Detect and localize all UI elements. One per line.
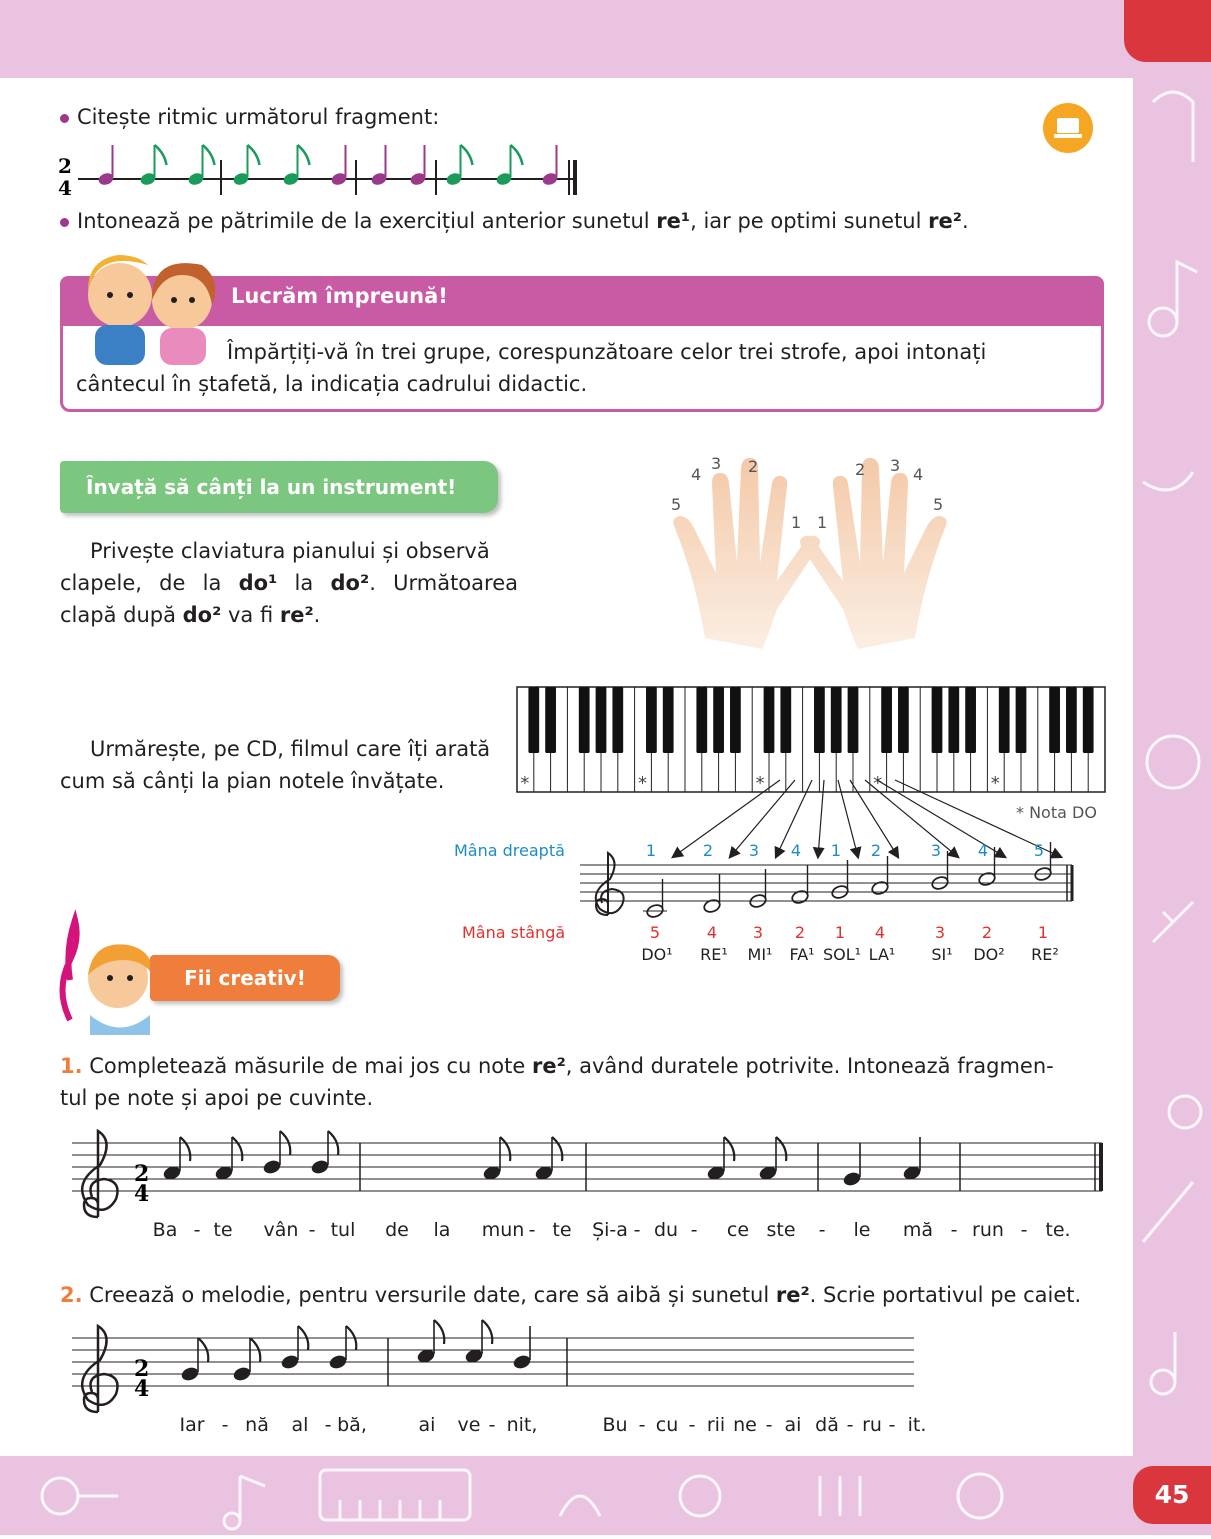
note-name: SI¹ xyxy=(931,945,953,964)
instrument-paragraph xyxy=(60,535,518,631)
lyric-syllable: ai xyxy=(784,1414,802,1436)
left-hand-icon xyxy=(673,458,820,649)
eighth-note xyxy=(232,1365,252,1382)
eighth-note xyxy=(280,1353,300,1370)
children-icon xyxy=(70,250,230,365)
lyric-syllable: Bu xyxy=(602,1414,628,1436)
lyric-syllable: mun xyxy=(481,1219,525,1241)
black-key xyxy=(932,687,943,753)
note-flag xyxy=(776,1137,786,1161)
note-flag xyxy=(500,1137,510,1161)
do-star-marker: * xyxy=(638,773,647,794)
corner-tab xyxy=(1124,0,1211,62)
lyric-syllable: rii xyxy=(706,1414,726,1436)
right-hand-finger-4: 4 xyxy=(913,465,924,484)
half-note-head xyxy=(703,898,722,914)
black-key xyxy=(1066,687,1077,753)
creative-title: Fii creativ! xyxy=(150,955,340,1001)
lyric-syllable: ru xyxy=(862,1414,882,1436)
ex1-instruction xyxy=(60,1050,1110,1114)
do-star-marker: * xyxy=(755,773,765,794)
treble-clef-icon xyxy=(82,1326,117,1412)
lyric-syllable: ce xyxy=(726,1219,750,1241)
left-hand-finger: 2 xyxy=(794,923,806,942)
instrument-p1-line2 xyxy=(60,567,518,599)
black-key xyxy=(814,687,825,753)
lyric-syllable: - xyxy=(765,1414,773,1436)
ex1-line2: tul pe note și apoi pe cuvinte. xyxy=(60,1086,374,1110)
note-name: DO¹ xyxy=(641,945,673,964)
half-note-head xyxy=(791,889,810,905)
lyric-syllable: Și-a xyxy=(592,1219,628,1241)
fingering-diagram xyxy=(440,775,1100,975)
instrument-p1-b: la xyxy=(277,571,331,595)
lyric-syllable: bă, xyxy=(337,1414,367,1436)
fingering-arrow xyxy=(730,780,795,857)
left-hand-finger-4: 4 xyxy=(691,465,702,484)
lyric-syllable: al xyxy=(291,1414,309,1436)
quarter-note xyxy=(842,1170,862,1187)
lyric-syllable: ne xyxy=(733,1414,757,1436)
do-star-marker: * xyxy=(990,773,1000,794)
lyric-syllable: - xyxy=(324,1414,332,1436)
right-hand-finger-5: 5 xyxy=(933,495,944,514)
right-hand-finger: 1 xyxy=(645,841,657,860)
lyric-syllable: nit, xyxy=(506,1414,538,1436)
lyric-syllable: - xyxy=(193,1219,201,1241)
instrument-doodles-icon xyxy=(0,1456,1133,1535)
lyric-syllable: run xyxy=(972,1219,1004,1241)
ex2-note: re² xyxy=(775,1283,810,1307)
bottom-banner xyxy=(0,1456,1211,1535)
lyric-syllable: te xyxy=(213,1219,233,1241)
black-key xyxy=(965,687,976,753)
instrument-p2-line1: Urmărește, pe CD, filmul care îți arată xyxy=(90,737,491,761)
left-hand-finger: 1 xyxy=(834,923,846,942)
note-name: MI¹ xyxy=(747,945,773,964)
treble-clef-icon xyxy=(82,1131,117,1217)
left-hand-finger-3: 3 xyxy=(711,454,722,473)
note-flag xyxy=(552,1137,562,1161)
instrument-p1-do2: do² xyxy=(330,571,370,595)
rhythm-instruction-text: Citește ritmic următorul fragment: xyxy=(77,105,440,129)
right-hand-finger: 5 xyxy=(1033,841,1045,860)
teamwork-title: Lucrăm împreună! xyxy=(231,284,448,308)
black-key xyxy=(528,687,539,753)
lyric-syllable: te. xyxy=(1045,1219,1071,1241)
instrument-p1-d: clapă după xyxy=(60,603,183,627)
fingering-arrow xyxy=(673,780,780,857)
fingering-arrow xyxy=(818,780,824,857)
eighth-note xyxy=(180,1365,200,1382)
black-key xyxy=(646,687,657,753)
lyric-syllable: ai xyxy=(418,1414,436,1436)
intonation-note2: re² xyxy=(928,209,962,233)
instrument-paragraph-2 xyxy=(60,733,500,797)
instrument-p1-line1: Privește claviatura pianului și observă xyxy=(90,539,490,563)
lyric-syllable: dă xyxy=(815,1414,839,1436)
black-key xyxy=(1083,687,1094,753)
instrument-p1-f: . xyxy=(313,603,321,627)
lyric-syllable: du xyxy=(653,1219,679,1241)
black-key xyxy=(948,687,959,753)
note-name: FA¹ xyxy=(789,945,815,964)
left-hand-finger-1: 1 xyxy=(791,513,802,532)
left-hand-finger-5: 5 xyxy=(671,495,682,514)
ex1-time-sig-top: 2 xyxy=(134,1161,150,1187)
decorative-side-strip xyxy=(1133,62,1211,1535)
intonation-instruction xyxy=(60,205,969,237)
note-flag xyxy=(248,145,260,165)
lyric-syllable: ste xyxy=(766,1219,796,1241)
note-name: RE² xyxy=(1031,945,1059,964)
note-name: LA¹ xyxy=(868,945,896,964)
hands-illustration xyxy=(665,448,955,643)
black-key xyxy=(1049,687,1060,753)
ex2-staff xyxy=(62,1320,927,1445)
teamwork-line2: cântecul în ștafetă, la indicația cadrului didactic. xyxy=(76,372,588,396)
instrument-p1-line3 xyxy=(60,599,518,631)
note-flag xyxy=(155,145,167,165)
black-key xyxy=(1016,687,1027,753)
black-key xyxy=(898,687,909,753)
black-key xyxy=(831,687,842,753)
bullet-icon xyxy=(60,218,69,227)
black-key xyxy=(612,687,623,753)
intonation-text-a: Intonează pe pătrimile de la exercițiul anterior sunetul xyxy=(77,209,657,233)
instrument-p1-do2b: do² xyxy=(182,603,222,627)
black-key xyxy=(596,687,607,753)
lyric-syllable: tul xyxy=(330,1219,356,1241)
creative-child-icon xyxy=(50,930,160,1035)
right-hand-finger-3: 3 xyxy=(890,456,901,475)
note-flag xyxy=(724,1137,734,1161)
ex1-staff xyxy=(62,1125,1110,1250)
half-note-head xyxy=(978,871,997,887)
right-hand-finger: 2 xyxy=(702,841,714,860)
lyric-syllable: - xyxy=(633,1219,641,1241)
lyric-syllable: - xyxy=(888,1414,896,1436)
do-star-marker: * xyxy=(873,773,883,794)
lyric-syllable: nă xyxy=(245,1414,269,1436)
lyric-syllable: de xyxy=(385,1219,409,1241)
half-note-head xyxy=(871,880,890,896)
note-name: SOL¹ xyxy=(822,945,862,964)
note-flag xyxy=(482,1320,492,1344)
eighth-note xyxy=(328,1353,348,1370)
lyric-syllable: te xyxy=(552,1219,572,1241)
left-hand-finger: 4 xyxy=(706,923,718,942)
time-sig-top: 2 xyxy=(58,154,72,178)
right-hand-finger: 3 xyxy=(930,841,942,860)
note-flag xyxy=(232,1137,242,1161)
right-hand-finger: 4 xyxy=(790,841,802,860)
note-name: DO² xyxy=(973,945,1005,964)
eighth-note xyxy=(262,1158,282,1175)
time-sig-bottom: 4 xyxy=(58,176,72,200)
top-banner xyxy=(0,0,1211,78)
intonation-note1: re¹ xyxy=(656,209,691,233)
ex1-time-sig-bottom: 4 xyxy=(134,1181,150,1207)
instrument-p1-a: clapele, de la xyxy=(60,571,239,595)
rhythm-instruction xyxy=(60,101,439,133)
instrument-p1-e: va fi xyxy=(221,603,280,627)
lyric-syllable: it. xyxy=(907,1414,927,1436)
right-hand-icon xyxy=(800,458,947,649)
lyric-syllable: mă xyxy=(902,1219,934,1241)
rhythm-staff xyxy=(56,140,586,200)
black-key xyxy=(713,687,724,753)
left-hand-finger: 4 xyxy=(874,923,886,942)
lyric-syllable: - xyxy=(1020,1219,1028,1241)
left-hand-finger: 1 xyxy=(1037,923,1049,942)
intonation-text-b: , iar pe optimi sunetul xyxy=(690,209,929,233)
eighth-note xyxy=(310,1158,330,1175)
teamwork-line1: Împărțiți-vă în trei grupe, corespunzătoare celor trei strofe, apoi intonați xyxy=(227,340,987,364)
ex1-text-a: Completează măsurile de mai jos cu note xyxy=(82,1054,532,1078)
lyric-syllable: - xyxy=(221,1414,229,1436)
black-key xyxy=(848,687,859,753)
lyric-syllable: - xyxy=(818,1219,826,1241)
left-hand-label: Mâna stângă xyxy=(462,923,566,942)
intonation-text-c: . xyxy=(961,209,969,233)
note-flag xyxy=(298,145,310,165)
right-hand-finger-1: 1 xyxy=(817,513,828,532)
lyric-syllable: - xyxy=(688,1414,696,1436)
black-key xyxy=(780,687,791,753)
note-name: RE¹ xyxy=(700,945,728,964)
black-key xyxy=(730,687,741,753)
right-hand-finger-2: 2 xyxy=(855,460,866,479)
left-hand-finger-2: 2 xyxy=(748,457,759,476)
lyric-syllable: la xyxy=(433,1219,451,1241)
ex2-text-a: Creează o melodie, pentru versurile date, care să aibă și sunetul xyxy=(82,1283,776,1307)
lyric-syllable: le xyxy=(853,1219,871,1241)
ex2-time-sig-top: 2 xyxy=(134,1356,150,1382)
left-hand-finger: 5 xyxy=(649,923,661,942)
lyric-syllable: - xyxy=(846,1414,854,1436)
lyric-syllable: - xyxy=(950,1219,958,1241)
computer-icon xyxy=(1043,103,1093,153)
black-key xyxy=(999,687,1010,753)
treble-clef-icon xyxy=(596,853,624,915)
quarter-note xyxy=(512,1353,532,1370)
lyric-syllable: cu xyxy=(655,1414,679,1436)
bullet-icon xyxy=(60,114,69,123)
ex2-number: 2. xyxy=(60,1283,83,1307)
black-key xyxy=(663,687,674,753)
instrument-p1-do1: do¹ xyxy=(238,571,278,595)
right-hand-finger: 3 xyxy=(748,841,760,860)
lyric-syllable: - xyxy=(528,1219,536,1241)
left-hand-finger: 3 xyxy=(752,923,764,942)
ex2-instruction xyxy=(60,1279,1120,1311)
instrument-p1-c: . Următoarea xyxy=(369,571,518,595)
lyric-syllable: - xyxy=(308,1219,316,1241)
black-key xyxy=(579,687,590,753)
note-flag xyxy=(203,145,215,165)
right-hand-finger: 2 xyxy=(870,841,882,860)
right-hand-label: Mâna dreaptă xyxy=(454,841,565,860)
lyric-syllable: - xyxy=(638,1414,646,1436)
right-hand-finger: 1 xyxy=(830,841,842,860)
lyric-syllable: - xyxy=(488,1414,496,1436)
music-doodles-icon xyxy=(1133,62,1211,1535)
lyric-syllable: Ba xyxy=(152,1219,178,1241)
ex2-time-sig-bottom: 4 xyxy=(134,1376,150,1402)
lyric-syllable: ve xyxy=(457,1414,481,1436)
note-flag xyxy=(180,1137,190,1161)
black-key xyxy=(696,687,707,753)
ex1-number: 1. xyxy=(60,1054,83,1078)
lyric-syllable: - xyxy=(690,1219,698,1241)
instrument-p1-re2: re² xyxy=(279,603,314,627)
instrument-title: Învață să cânți la un instrument! xyxy=(60,461,498,513)
black-key xyxy=(545,687,556,753)
left-hand-finger: 3 xyxy=(934,923,946,942)
do-star-marker: * xyxy=(520,773,530,794)
right-hand-finger: 4 xyxy=(977,841,989,860)
note-flag xyxy=(511,145,523,165)
ex1-text-b: , având duratele potrivite. Intonează fragmen- xyxy=(565,1054,1054,1078)
note-flag xyxy=(461,145,473,165)
ex2-text-b: . Scrie portativul pe caiet. xyxy=(809,1283,1082,1307)
black-key xyxy=(764,687,775,753)
black-key xyxy=(881,687,892,753)
note-flag xyxy=(434,1320,444,1344)
ex1-note: re² xyxy=(531,1054,566,1078)
instrument-p2-line2: cum să cânți la pian notele învățate. xyxy=(60,769,445,793)
do-note-legend: * Nota DO xyxy=(1016,803,1097,822)
page-number: 45 xyxy=(1133,1466,1211,1524)
lyric-syllable: vân xyxy=(263,1219,299,1241)
lyric-syllable: Iar xyxy=(179,1414,205,1436)
left-hand-finger: 2 xyxy=(981,923,993,942)
